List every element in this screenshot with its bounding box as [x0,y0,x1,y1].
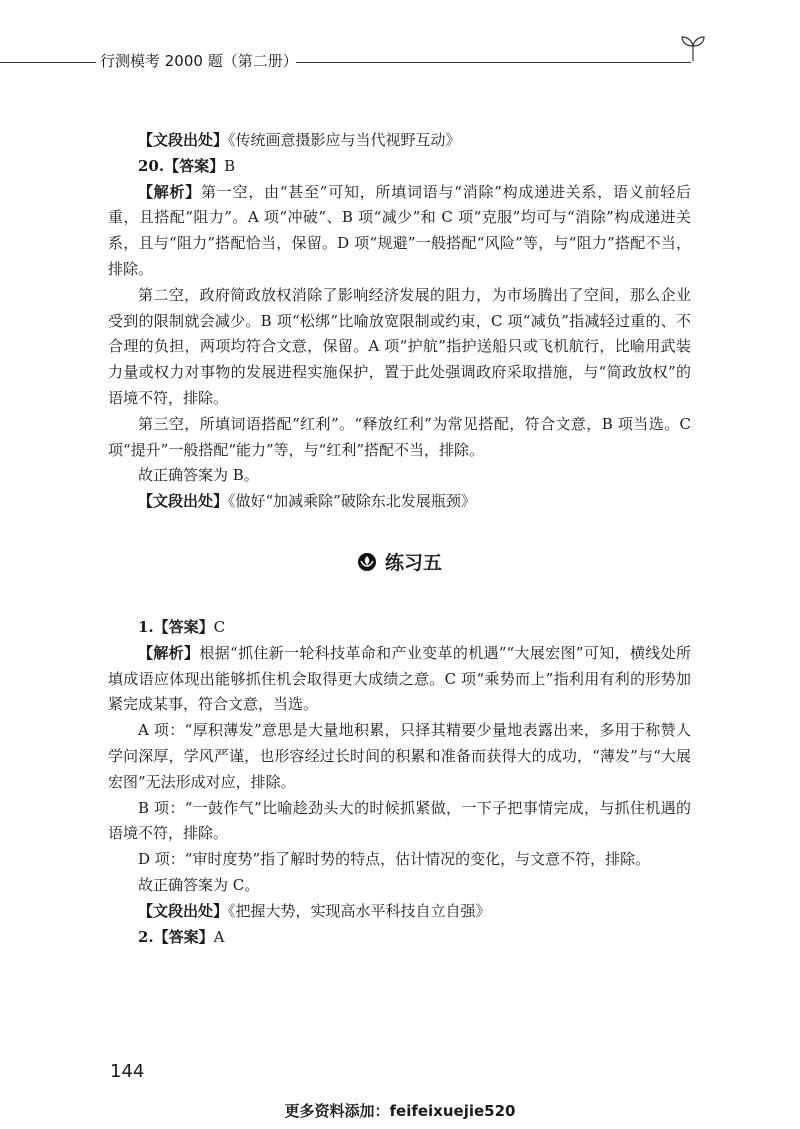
paragraph-text: 《做好“加减乘除”破除东北发展瓶颈》 [228,492,476,511]
paragraph-text: 故正确答案为 C。 [138,875,260,894]
footer-note: 更多资料添加：feifeixuejie520 [284,1102,516,1120]
paragraph [108,283,691,412]
header-title: 行测模考 2000 题（第二册） [100,52,298,70]
flower-icon [357,552,377,577]
paragraph-label: 【文段出处】 [138,492,229,511]
paragraph-label: 20.【答案】 [138,156,225,175]
header-rule-right [296,62,691,63]
paragraph-label: 1.【答案】 [138,617,214,636]
paragraph [108,128,691,154]
paragraph [108,899,691,925]
answer-block-before [108,128,691,515]
paragraph [108,641,691,718]
paragraph-text: 根据“抓住新一轮科技革命和产业变革的机遇”“大展宏图”可知，横线处所填成语应体现出能够抓住机会取得更大成绩之意。C 项“乘势而上”指利用有利的形势加紧完成某事，符合文意，当选。 [108,643,691,714]
paragraph-text: 《把握大势，实现高水平科技自立自强》 [228,901,491,920]
paragraph [108,796,691,848]
running-header [0,46,800,76]
paragraph-text: 第二空，政府简政放权消除了影响经济发展的阻力，为市场腾出了空间，那么企业受到的限制就会减少。B 项“松绑”比喻放宽限制或约束，C 项“减负”指减轻过重的、不合理的负担，两项均符合文意，保留。A 项“护航”指护送船只或飞机航行，比喻用武装力量或权力对事物的发展进程实施保护，置于此处强调政府采取措施，与“简政放权”的语境不符，排除。 [108,285,691,407]
paragraph-text: B 项：“一鼓作气”比喻趁劲头大的时候抓紧做，一下子把事情完成，与抓住机遇的语境不符，排除。 [108,798,691,843]
paragraph [108,412,691,464]
paragraph-text: A [213,927,225,946]
paragraph [108,489,691,515]
paragraph [108,154,691,180]
paragraph [108,615,691,641]
paragraph [108,463,691,489]
paragraph-text: C [213,617,226,636]
section-heading [108,548,691,577]
paragraph-label: 【解析】 [138,643,200,662]
paragraph-label: 【文段出处】 [138,131,229,149]
paragraph [108,925,691,951]
paragraph [108,180,691,283]
paragraph-text: 第一空，由“甚至”可知，所填词语与“消除”构成递进关系，语义前轻后重，且搭配“阻力”。A 项“冲破”、B 项“减少”和 C 项“克服”均可与“消除”构成递进关系，且与“阻力”搭配恰当，保留。D 项“规避”一般搭配“风险”等，与“阻力”搭配不当，排除。 [108,182,691,278]
paragraph-text: A 项：“厚积薄发”意思是大量地积累，只择其精要少量地表露出来，多用于称赞人学问深厚，学风严谨，也形容经过长时间的积累和准备而获得大的成功，“薄发”与“大展宏图”无法形成对应，排除。 [108,721,691,791]
page-body [108,128,691,950]
section-title: 练习五 [384,551,442,574]
sprout-icon [680,34,706,62]
paragraph-label: 2.【答案】 [138,927,214,946]
paragraph-label: 【文段出处】 [138,901,229,920]
paragraph-text: B [224,156,236,175]
paragraph [108,718,691,795]
paragraph [108,847,691,873]
paragraph-label: 【解析】 [138,182,202,201]
paragraph-text: 第三空，所填词语搭配“红利”。“释放红利”为常见搭配，符合文意，B 项当选。C 项“提升”一般搭配“能力”等，与“红利”搭配不当，排除。 [108,414,691,459]
page-number: 144 [110,1061,145,1082]
paragraph-text: 《传统画意摄影应与当代视野互动》 [228,131,461,149]
header-rule-left [0,62,96,63]
paragraph-text: D 项：“审时度势”指了解时势的特点，估计情况的变化，与文意不符，排除。 [138,850,651,869]
paragraph [108,873,691,899]
paragraph-text: 故正确答案为 B。 [138,466,259,485]
answer-block-after [108,615,691,950]
